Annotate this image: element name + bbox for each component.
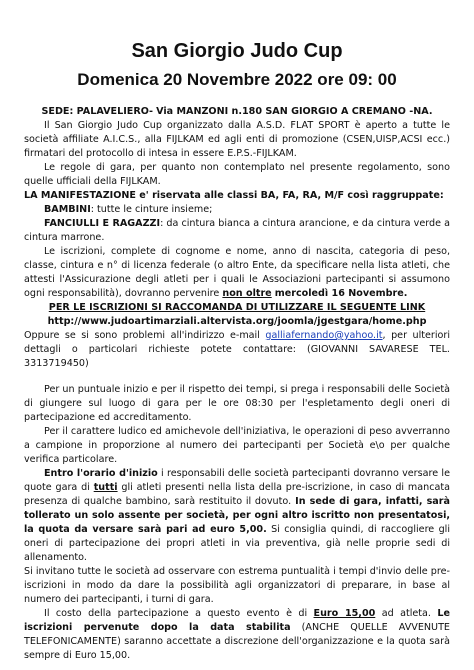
contact-text-a: Oppure se si sono problemi all'indirizzo e-mail: [24, 330, 260, 341]
fees-text-c: gli atleti presenti nella lista della pre-iscrizione, in caso di mancata presenza di qualche bambino, sarà restituito il dovuto.: [24, 482, 450, 507]
venue-label: SEDE: PALAVELIERO-: [41, 106, 154, 117]
rules-paragraph: Le regole di gara, per quanto non contemplato nel presente regolamento, sono quelle ufficiali della FIJLKAM.: [24, 162, 450, 187]
classes-heading-text: LA MANIFESTAZIONE e' riservata alle classi BA, FA, RA, M/F così raggruppate:: [24, 190, 444, 201]
venue-line: [24, 105, 450, 119]
registration-url[interactable]: http://www.judoartimarziali.altervista.org/joomla/jgestgara/home.php: [47, 316, 427, 327]
contact-text-b: , per ulteriori dettagli o particolari richieste potete contattare: (GIOVANNI SAVARESE TEL. 3313719450): [24, 330, 450, 369]
cost-text-a: Il costo della partecipazione a questo evento è di: [44, 608, 314, 619]
intro-paragraph: Il San Giorgio Judo Cup organizzato dalla A.S.D. FLAT SPORT è aperto a tutte le società affiliate A.I.C.S., alla FIJLKAM ed agli enti di promozione (CSEN,UISP,ACSI ecc.) firmatari del protocollo di intesa in essere E.P.S.-FIJLKAM.: [24, 120, 450, 159]
event-date: Domenica 20 Novembre 2022 ore 09: 00: [77, 70, 397, 89]
fees-text-d: Si consiglia quindi, di raccogliere gli oneri di partecipazione dei propri atleti in via preventiva, già nelle proprie sedi di allenamento.: [24, 524, 451, 563]
link-heading-text: PER LE ISCRIZIONI SI RACCOMANDA DI UTILIZZARE IL SEGUENTE LINK: [48, 302, 426, 313]
fees-paragraph: [24, 467, 450, 565]
classes-heading: [24, 189, 450, 203]
deadline-date: mercoledì 16 Novembre.: [274, 288, 408, 299]
registration-text: Le iscrizioni, complete di cognome e nome, anno di nascita, categoria di peso, classe, cintura e n° di licenza federale (o altro Ente, da specificare nella lista atleti, che attesti l'Assicurazione degli atleti per i quali le Associazioni partecipanti si assumono ogni responsabilità), dovranno pervenire: [24, 246, 450, 299]
venue-address: Via MANZONI n.180 SAN GIORGIO A CREMANO -NA.: [156, 106, 433, 117]
registration-link[interactable]: [24, 315, 450, 329]
cost-text-b: ad atleta.: [375, 608, 438, 619]
fees-bold-rule: In sede di gara, infatti, sarà tollerato un solo assente per società, per ogni altro iscritto non presentatosi, la quota da versare sarà pari ad euro 5,00.: [24, 496, 450, 535]
cost-text-c: (ANCHE QUELLE AVVENUTE TELEFONICAMENTE) saranno accettate a discrezione dell'organizzazione e la quota sarà sempre di Euro 15,00.: [24, 622, 450, 661]
classes-bambini: [24, 203, 450, 217]
cost-amount: Euro 15,00: [313, 608, 376, 619]
contact-email-link[interactable]: galliafernando@yahoo.it: [265, 330, 383, 341]
late-registration-emphasis: Le iscrizioni pervenute dopo la data stabilita: [24, 608, 450, 633]
bambini-text: : tutte le cinture insieme;: [90, 204, 213, 215]
fanciulli-label: FANCIULLI E RAGAZZI: [44, 218, 161, 229]
document-body: [24, 105, 450, 663]
fees-text-b: i responsabili delle società partecipanti dovranno versare le quote gara di: [24, 468, 450, 493]
classes-fanciulli: [24, 217, 450, 245]
ludic-paragraph: Per il carattere ludico ed amichevole dell'iniziativa, le operazioni di peso avverranno a campione in proporzione al numero dei partecipanti per Società e\o per qualche verifica particolare.: [24, 426, 450, 465]
bambini-label: BAMBINI: [44, 204, 91, 215]
punctuality-paragraph: Per un puntuale inizio e per il rispetto dei tempi, si prega i responsabili delle Società di giungere sul luogo di gara per le ore 08:30 per l'espletamento degli oneri di partecipazione ed accreditamento.: [24, 384, 450, 423]
deadline-emphasis: non oltre: [222, 288, 272, 299]
page-title: San Giorgio Judo Cup: [131, 40, 343, 62]
tutti-emphasis: tutti: [93, 482, 118, 493]
registration-paragraph: [24, 245, 450, 301]
contact-paragraph: [24, 329, 450, 371]
start-time-emphasis: Entro l'orario d'inizio: [44, 468, 158, 479]
link-heading: [24, 301, 450, 315]
fanciulli-text: : da cintura bianca a cintura arancione, e da cintura verde a cintura marrone.: [24, 218, 450, 243]
invite-paragraph: Si invitano tutte le società ad osservare con estrema puntualità i tempi d'invio delle pre-iscrizioni in modo da dare la possibilità agli organizzatori di preparare, in base al numero dei partecipanti, i turni di gara.: [24, 566, 450, 605]
cost-paragraph: [24, 607, 450, 663]
